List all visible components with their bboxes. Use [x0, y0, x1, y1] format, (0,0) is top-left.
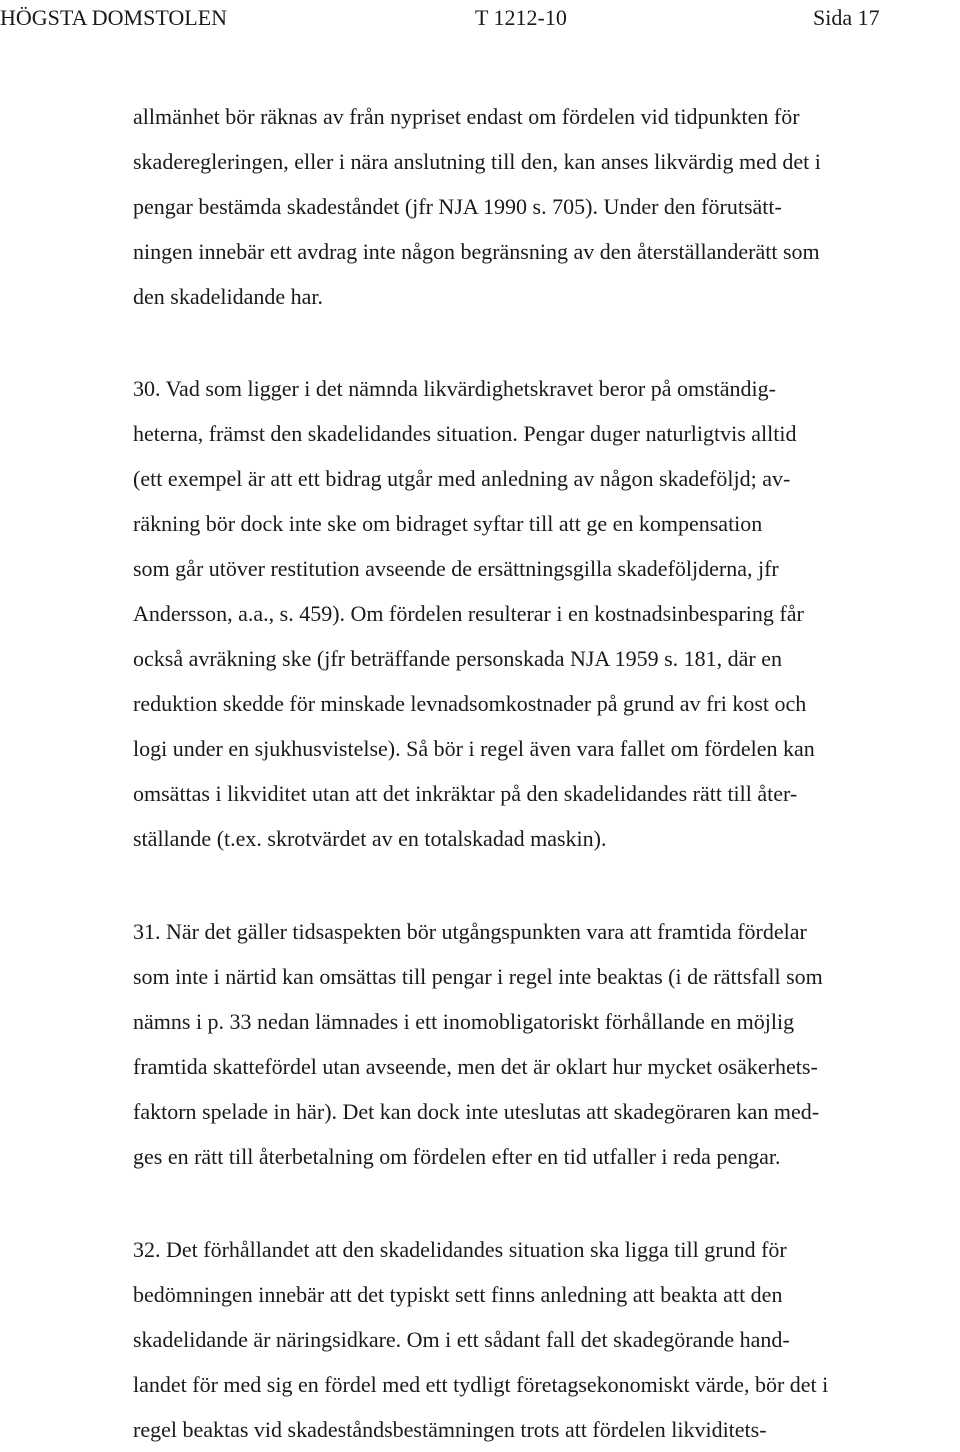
text-line: ställande (t.ex. skrotvärdet av en totalskadad maskin). [133, 826, 607, 851]
text-line: omsättas i likviditet utan att det inkräktar på den skadelidandes rätt till åter- [133, 781, 798, 806]
paragraph-spacer [133, 861, 933, 909]
text-line: pengar bestämda skadeståndet (jfr NJA 1990 s. 705). Under den förutsätt- [133, 194, 782, 219]
paragraph-spacer [133, 1179, 933, 1227]
paragraph-spacer [133, 319, 933, 366]
document-body [133, 94, 933, 1452]
case-number: T 1212-10 [475, 5, 567, 30]
text-line: räkning bör dock inte ske om bidraget syftar till att ge en kompensation [133, 511, 763, 536]
text-line: nämns i p. 33 nedan lämnades i ett inomobligatoriskt förhållande en möjlig [133, 1009, 795, 1034]
text-line: (ett exempel är att ett bidrag utgår med anledning av någon skadeföljd; av- [133, 466, 791, 491]
court-name: HÖGSTA DOMSTOLEN [0, 5, 228, 30]
text-line: faktorn spelade in här). Det kan dock inte uteslutas att skadegöraren kan med- [133, 1099, 820, 1124]
page-header [0, 3, 960, 33]
page-number: Sida 17 [813, 5, 880, 30]
text-line: landet för med sig en fördel med ett tydligt företagsekonomiskt värde, bör det i [133, 1372, 829, 1397]
text-line: 30. Vad som ligger i det nämnda likvärdighetskravet beror på omständig- [133, 376, 776, 401]
text-line: bedömningen innebär att det typiskt sett finns anledning att beakta att den [133, 1282, 783, 1307]
text-line: regel beaktas vid skadeståndsbestämningen trots att fördelen likviditets- [133, 1417, 767, 1442]
text-line: framtida skattefördel utan avseende, men det är oklart hur mycket osäkerhets- [133, 1054, 818, 1079]
text-line: heterna, främst den skadelidandes situation. Pengar duger naturligtvis alltid [133, 421, 797, 446]
text-line: 31. När det gäller tidsaspekten bör utgångspunkten vara att framtida fördelar [133, 919, 807, 944]
text-line: skadelidande är näringsidkare. Om i ett sådant fall det skadegörande hand- [133, 1327, 790, 1352]
text-line: allmänhet bör räknas av från nypriset endast om fördelen vid tidpunkten för [133, 104, 800, 129]
text-line: reduktion skedde för minskade levnadsomkostnader på grund av fri kost och [133, 691, 807, 716]
text-line: 32. Det förhållandet att den skadelidandes situation ska ligga till grund för [133, 1237, 787, 1262]
paragraph-31 [133, 909, 933, 1179]
text-line: också avräkning ske (jfr beträffande personskada NJA 1959 s. 181, där en [133, 646, 783, 671]
text-line: skaderegleringen, eller i nära anslutning till den, kan anses likvärdig med det i [133, 149, 821, 174]
text-line: som går utöver restitution avseende de ersättningsgilla skadeföljderna, jfr [133, 556, 779, 581]
paragraph-30 [133, 366, 933, 861]
text-line: ges en rätt till återbetalning om fördelen efter en tid utfaller i reda pengar. [133, 1144, 781, 1169]
text-line: ningen innebär ett avdrag inte någon begränsning av den återställanderätt som [133, 239, 820, 264]
text-line: den skadelidande har. [133, 284, 323, 309]
text-line: logi under en sjukhusvistelse). Så bör i regel även vara fallet om fördelen kan [133, 736, 815, 761]
paragraph-continuation [133, 94, 933, 319]
paragraph-32 [133, 1227, 933, 1452]
text-line: Andersson, a.a., s. 459). Om fördelen resulterar i en kostnadsinbesparing får [133, 601, 804, 626]
text-line: som inte i närtid kan omsättas till pengar i regel inte beaktas (i de rättsfall som [133, 964, 823, 989]
